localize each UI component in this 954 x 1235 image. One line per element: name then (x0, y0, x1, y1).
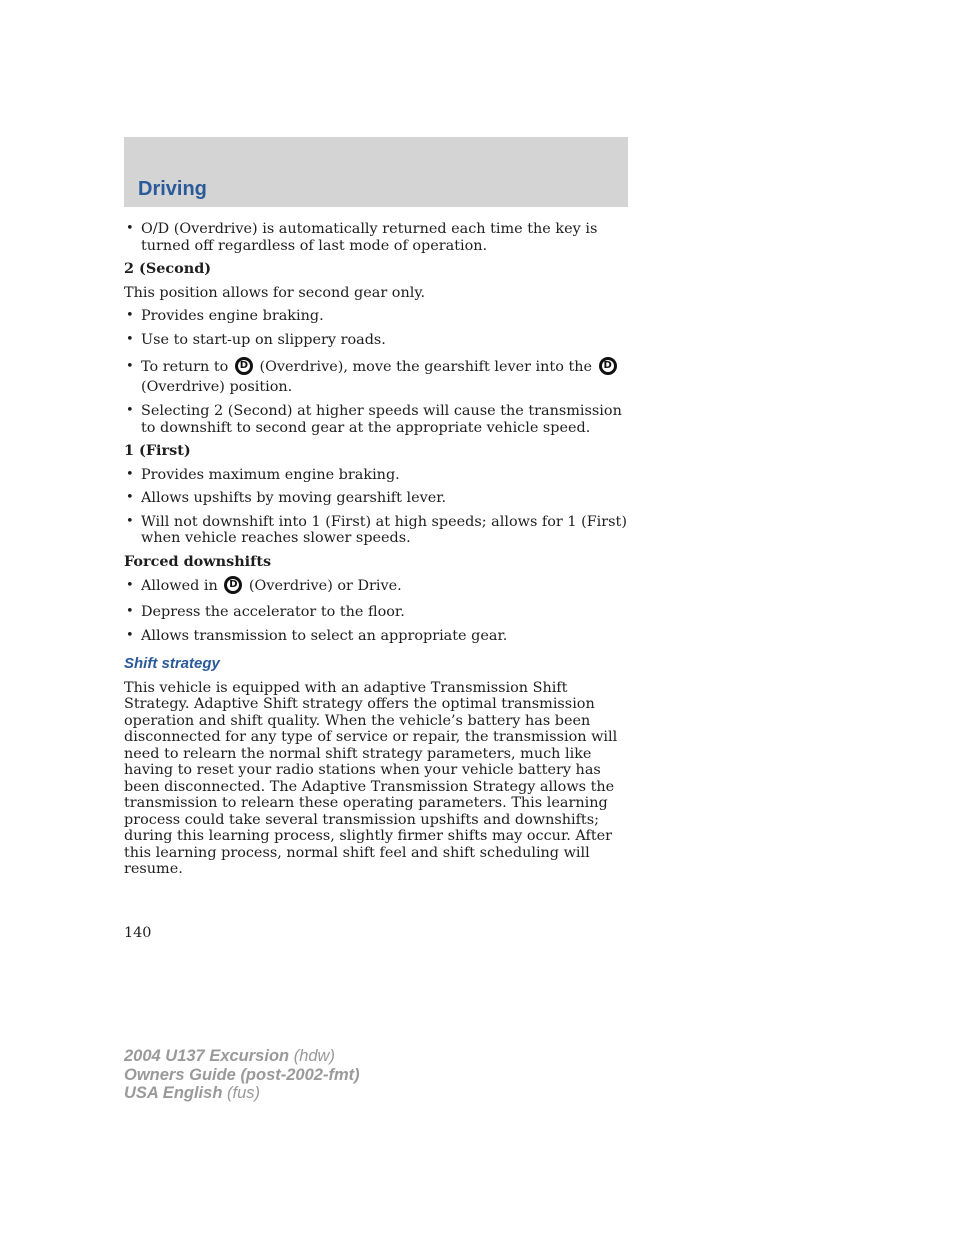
section-header-band (124, 137, 628, 207)
overdrive-d-icon: D (599, 357, 617, 375)
heading-shift-strategy: Shift strategy (124, 655, 220, 672)
bullet-dot: • (126, 403, 134, 418)
bullet-dot: • (126, 331, 134, 347)
page-number: 140 (124, 925, 152, 941)
footer-line-1: 2004 U137 Excursion (hdw) (124, 1047, 335, 1065)
shift-strategy-paragraph: This vehicle is equipped with an adaptive Transmission Shift Strategy. Adaptive Shift strategy offers the optimal transmission operation and shift quality. When the vehicle’s battery has been disconnected for any type of service or repair, the transmission will need to relearn the normal shift strategy parameters, much like having to reset your radio stations when your vehicle battery has been disconnected. The Adaptive Transmission Strategy allows the transmission to relearn these operating parameters. This learning process could take several transmission upshifts and downshifts; during this learning process, slightly firmer shifts may occur. After this learning process, normal shift feel and shift scheduling will resume. (124, 679, 618, 877)
bullet-dot: • (126, 578, 134, 593)
bullet-dot: • (126, 308, 134, 323)
bullet-first-3: • Will not downshift into 1 (First) at high speeds; allows for 1 (First) when vehicle reaches slower speeds. (126, 513, 627, 546)
overdrive-d-icon: D (235, 357, 253, 375)
bullet-second-1: • Provides engine braking. (126, 308, 324, 324)
bullet-dot: • (126, 359, 134, 374)
second-intro: This position allows for second gear only. (124, 284, 426, 301)
bullet-dot: • (126, 466, 134, 482)
bullet-forced-3: • Allows transmission to select an appropriate gear. (126, 627, 508, 644)
heading-second: 2 (Second) (124, 260, 212, 277)
heading-forced-downshifts: Forced downshifts (124, 552, 272, 570)
bullet-second-3: • To return to D (Overdrive), move the gearshift lever into the D (Overdrive) position. (124, 357, 629, 397)
bullet-dot: • (126, 221, 134, 236)
bullet-dot: • (126, 627, 134, 643)
bullet-first-1: • Provides maximum engine braking. (126, 466, 400, 483)
bullet-forced-1: • Allowed in D (Overdrive) or Drive. (126, 578, 402, 594)
bullet-dot: • (126, 604, 134, 619)
bullet-second-4: • Selecting 2 (Second) at higher speeds will cause the transmission to downshift to second gear at the appropriate vehicle speed. (126, 403, 622, 436)
bullet-forced-2: • Depress the accelerator to the floor. (126, 604, 405, 620)
bullet-second-2: • Use to start-up on slippery roads. (126, 331, 386, 348)
bullet-first-2: • Allows upshifts by moving gearshift lever. (126, 490, 447, 506)
bullet-dot: • (126, 490, 134, 505)
section-title: Driving (138, 178, 207, 200)
footer-line-3: USA English (fus) (124, 1084, 260, 1102)
document-footer (124, 1047, 360, 1103)
footer-line-2: Owners Guide (post-2002-fmt) (124, 1065, 360, 1084)
bullet-od-auto-return: • O/D (Overdrive) is automatically returned each time the key is turned off regardless of last mode of operation. (126, 221, 598, 254)
overdrive-d-icon: D (224, 576, 242, 594)
page-content (124, 221, 629, 878)
bullet-dot: • (126, 513, 134, 529)
heading-first: 1 (First) (124, 442, 191, 459)
